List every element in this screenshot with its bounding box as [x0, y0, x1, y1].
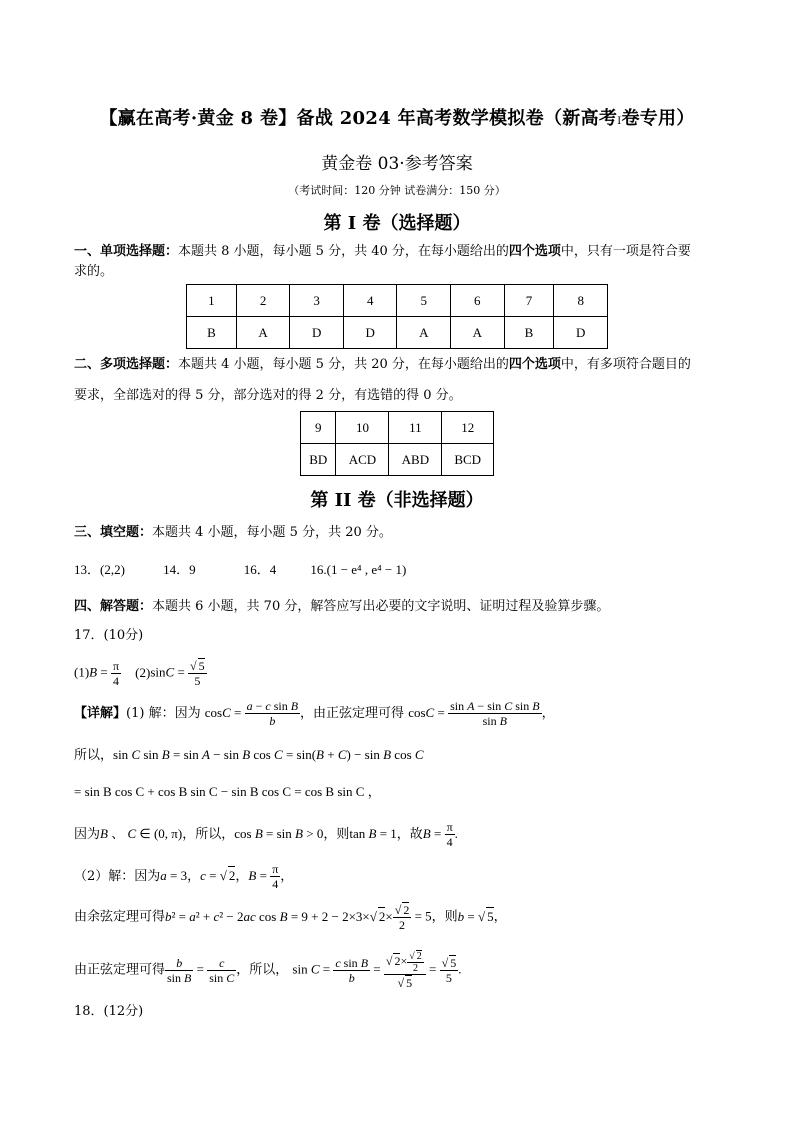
- answer-cell: D: [554, 317, 608, 349]
- answer-cell: BD: [301, 444, 336, 476]
- table-row: [187, 317, 608, 349]
- answer-13: 13．(2,2): [74, 562, 125, 577]
- q2-instruction-line1: 二、多项选择题：本题共 4 小题，每小题 5 分，共 20 分，在每小题给出的四个选项中，有多项符合题目的: [74, 357, 691, 372]
- question-number-cell: 8: [554, 285, 608, 317]
- answer-cell: A: [236, 317, 290, 349]
- document-title: 【赢在高考·黄金 8 卷】备战 2024 年高考数学模拟卷（新高考I卷专用）: [99, 108, 695, 129]
- q3-instruction: 三、填空题：本题共 4 小题，每小题 5 分，共 20 分。: [74, 525, 392, 540]
- table-row: [301, 444, 494, 476]
- question-number-cell: 3: [290, 285, 344, 317]
- detail-line-2: 所以，sin C sin B = sin A − sin B cos C = sin(B + C) − sin B cos C: [74, 747, 424, 763]
- answer-cell: B: [504, 317, 554, 349]
- answer-16: (1 − e⁴ , e⁴ − 1): [326, 562, 407, 577]
- ans2-label: (2): [135, 664, 151, 680]
- fraction-sqrt5-over-5: $\frac{√ 5}{5}$: [190, 659, 205, 688]
- q4-instruction: 四、解答题：本题共 6 小题，共 70 分，解答应写出必要的文字说明、证明过程及验算步骤。: [74, 599, 610, 614]
- ans1-label: (1): [74, 664, 90, 680]
- answer-16-label: 16.: [310, 562, 327, 577]
- question-number-cell: 11: [389, 412, 442, 444]
- question-number-cell: 1: [187, 285, 237, 317]
- answer-14: 14．9: [163, 562, 196, 577]
- q17-label: 17．(10分): [74, 628, 144, 643]
- question-number-cell: 7: [504, 285, 554, 317]
- part1-heading: 第 I 卷（选择题）: [323, 213, 471, 234]
- part2-heading: 第 II 卷（非选择题）: [310, 490, 484, 511]
- answer-cell: A: [397, 317, 451, 349]
- question-number-cell: 2: [236, 285, 290, 317]
- question-number-cell: 9: [301, 412, 336, 444]
- detail-line-3: = sin B cos C + cos B sin C − sin B cos C = cos B sin C ，: [74, 784, 381, 799]
- detail-line-7: 由正弦定理可得 $\frac{b}{\text{sin B}}$ = $\frac{c}{\text{sin C}}$ ，所以， sin C = $\frac{\text{c sin B}}{b}$ = √ 2× $\frac{√ 2}{2}$ √ 5 = $\frac{√ 5}{5}$ .: [74, 951, 462, 990]
- q17-answers: (1)B = $\frac{\pi}{4}$ (2)sinC = $\frac{√ 5}{5}$: [74, 658, 205, 688]
- detail-line-4: 因为B 、 C ∈ (0, π)，所以，cos B = sin B > 0，则tan B = 1，故B = $\frac{\pi}{4}$ .: [74, 820, 458, 849]
- answer-cell: ACD: [336, 444, 389, 476]
- exam-info: （考试时间：120 分钟 试卷满分：150 分）: [288, 184, 506, 197]
- answer-cell: B: [187, 317, 237, 349]
- detail-line-5: （2）解：因为a = 3，c = √ 2，B = $\frac{\pi}{4}$ ，: [74, 862, 294, 891]
- fill-answers: [74, 561, 406, 580]
- detail-line-1: 【详解】(1) 解：因为 cosC = $\frac{\text{a − c sin B}}{b}$ ，由正弦定理可得 cosC = $\frac{\text{sin A − sin C sin B}}{\text{sin B}}$ ，: [74, 699, 555, 728]
- table-row: [187, 285, 608, 317]
- q18-label: 18．(12分): [74, 1004, 144, 1019]
- answer-cell: D: [343, 317, 397, 349]
- q1-instruction-line2: 求的。: [74, 264, 114, 279]
- q2-instruction-line2: 要求，全部选对的得 5 分，部分选对的得 2 分，有选错的得 0 分。: [74, 388, 462, 403]
- document-subtitle: 黄金卷 03·参考答案: [321, 154, 473, 174]
- single-choice-answer-table: [186, 284, 608, 349]
- answer-cell: BCD: [442, 444, 494, 476]
- table-row: [301, 412, 494, 444]
- question-number-cell: 5: [397, 285, 451, 317]
- answer-15: 16．4: [243, 562, 277, 577]
- answer-cell: A: [451, 317, 505, 349]
- multi-choice-answer-table: [300, 411, 494, 476]
- question-number-cell: 10: [336, 412, 389, 444]
- detail-line-6: 由余弦定理可得b² = a² + c² − 2ac cos B = 9 + 2 − 2×3×√ 2× $\frac{√ 2}{2}$ = 5，则b = √ 5，: [74, 903, 507, 932]
- q1-instruction-line1: 一、单项选择题：本题共 8 小题，每小题 5 分，共 40 分，在每小题给出的四个选项中，只有一项是符合要: [74, 244, 691, 259]
- question-number-cell: 12: [442, 412, 494, 444]
- answer-cell: ABD: [389, 444, 442, 476]
- detail-label: 【详解】: [74, 706, 127, 721]
- question-number-cell: 4: [343, 285, 397, 317]
- question-number-cell: 6: [451, 285, 505, 317]
- answer-cell: D: [290, 317, 344, 349]
- fraction-pi-over-4: $\frac{\pi}{4}$: [112, 658, 120, 688]
